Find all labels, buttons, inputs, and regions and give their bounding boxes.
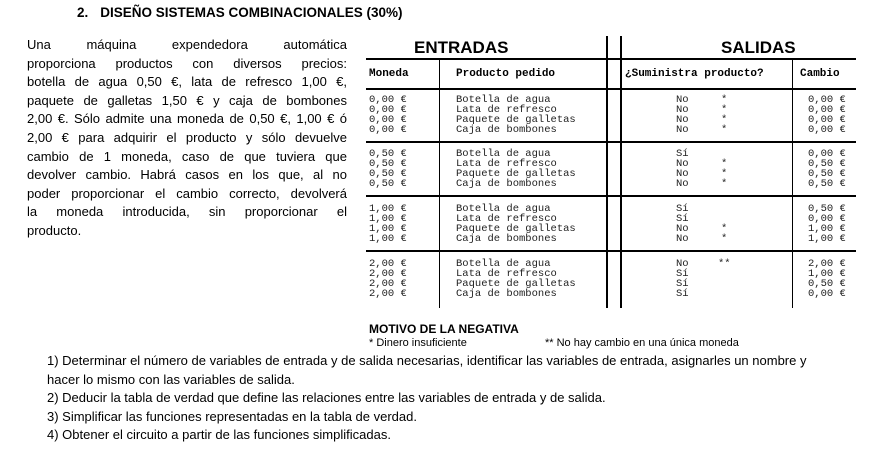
coin-cell: 1,00 € — [369, 223, 407, 235]
product-cell: Botella de agua — [456, 203, 551, 215]
task-line: hacer lo mismo con las variables de salida. — [47, 371, 295, 387]
product-cell: Lata de refresco — [456, 213, 557, 225]
change-cell: 0,00 € — [808, 124, 846, 136]
change-cell: 0,00 € — [808, 104, 846, 116]
coin-cell: 2,00 € — [369, 278, 407, 290]
reason-mark: ** — [718, 258, 731, 270]
change-cell: 0,00 € — [808, 114, 846, 126]
supply-cell: No — [676, 94, 689, 106]
coin-cell: 2,00 € — [369, 288, 407, 300]
col-header-product: Producto pedido — [456, 68, 556, 80]
problem-statement — [27, 36, 347, 241]
intro-line: proporciona productos con diversos precios: — [27, 55, 347, 71]
coin-cell: 0,50 € — [369, 178, 407, 190]
col-header-coin: Moneda — [369, 68, 409, 80]
supply-cell: No — [676, 104, 689, 116]
divider-line — [620, 36, 622, 308]
supply-cell: No — [676, 124, 689, 136]
section-heading — [77, 5, 415, 20]
change-cell: 0,00 € — [808, 94, 846, 106]
change-cell: 0,50 € — [808, 203, 846, 215]
product-cell: Botella de agua — [456, 258, 551, 270]
intro-line: la moneda introducida, sin proporcionar el — [27, 204, 347, 220]
coin-cell: 0,50 € — [369, 168, 407, 180]
reason-mark: * — [721, 94, 728, 106]
supply-cell: Sí — [676, 288, 689, 300]
coin-cell: 0,00 € — [369, 104, 407, 116]
supply-cell: Sí — [676, 268, 689, 280]
product-cell: Botella de agua — [456, 94, 551, 106]
product-cell: Paquete de galletas — [456, 168, 576, 180]
change-cell: 0,50 € — [808, 168, 846, 180]
col-separator — [439, 60, 440, 308]
task-line: 3) Simplificar las funciones representadas en la tabla de verdad. — [47, 408, 417, 424]
reason-mark: * — [721, 178, 728, 190]
change-cell: 0,00 € — [808, 213, 846, 225]
product-cell: Paquete de galletas — [456, 114, 576, 126]
product-cell: Lata de refresco — [456, 268, 557, 280]
reason-mark: * — [721, 114, 728, 126]
section-number: 2. — [77, 5, 89, 20]
product-cell: Caja de bombones — [456, 233, 557, 245]
reason-mark: * — [721, 104, 728, 116]
coin-cell: 2,00 € — [369, 258, 407, 270]
supply-cell: No — [676, 158, 689, 170]
col-header-change: Cambio — [800, 68, 840, 80]
coin-cell: 0,00 € — [369, 124, 407, 136]
section-title: DISEÑO SISTEMAS COMBINACIONALES (30%) — [100, 5, 403, 20]
product-cell: Botella de agua — [456, 148, 551, 160]
coin-cell: 2,00 € — [369, 268, 407, 280]
coin-cell: 0,00 € — [369, 94, 407, 106]
coin-cell: 1,00 € — [369, 213, 407, 225]
intro-line: Una máquina expendedora automática — [27, 37, 347, 52]
col-header-supply: ¿Suministra producto? — [625, 68, 764, 80]
col-separator — [792, 60, 793, 308]
inputs-header: ENTRADAS — [414, 38, 509, 57]
intro-line: devolver cambio. Habrá casos en los que, al no — [27, 167, 347, 183]
task-line: 4) Obtener el circuito a partir de las funciones simplificadas. — [47, 427, 391, 442]
reason-mark: * — [721, 168, 728, 180]
change-cell: 0,50 € — [808, 158, 846, 170]
vending-table — [366, 36, 856, 308]
supply-cell: No — [676, 114, 689, 126]
divider-line — [606, 36, 608, 308]
intro-line: producto. — [27, 222, 82, 238]
change-cell: 0,00 € — [808, 148, 846, 160]
note-insufficient-money: * Dinero insuficiente — [369, 337, 467, 349]
change-cell: 1,00 € — [808, 233, 846, 245]
supply-cell: Sí — [676, 213, 689, 225]
intro-line: 2,00 €. Sólo admite una moneda de 0,50 €, 1,00 € ó — [27, 111, 347, 127]
coin-cell: 0,50 € — [369, 148, 407, 160]
supply-cell: No — [676, 223, 689, 235]
supply-cell: No — [676, 168, 689, 180]
intro-line: paquete de galletas 1,50 € y caja de bombones — [27, 92, 347, 108]
task-line: 2) Deducir la tabla de verdad que define las relaciones entre las variables de entrada y de salida. — [47, 390, 606, 405]
supply-cell: Sí — [676, 148, 689, 160]
change-cell: 1,00 € — [808, 223, 846, 235]
reason-mark: * — [721, 124, 728, 136]
product-cell: Caja de bombones — [456, 124, 557, 136]
coin-cell: 0,00 € — [369, 114, 407, 126]
coin-cell: 1,00 € — [369, 233, 407, 245]
intro-line: cambio de 1 moneda, caso de que tuviera que — [27, 148, 347, 164]
change-cell: 2,00 € — [808, 258, 846, 270]
change-cell: 0,50 € — [808, 278, 846, 290]
note-no-change: ** No hay cambio en una única moneda — [545, 337, 739, 349]
product-cell: Lata de refresco — [456, 104, 557, 116]
coin-cell: 0,50 € — [369, 158, 407, 170]
reason-mark: * — [721, 158, 728, 170]
product-cell: Paquete de galletas — [456, 278, 576, 290]
supply-cell: Sí — [676, 278, 689, 290]
refusal-reason-title: MOTIVO DE LA NEGATIVA — [369, 322, 519, 336]
product-cell: Lata de refresco — [456, 158, 557, 170]
reason-mark: * — [721, 223, 728, 235]
supply-cell: No — [676, 178, 689, 190]
intro-line: botella de agua 0,50 €, lata de refresco 1,00 €, — [27, 74, 347, 90]
intro-line: poder proporcionar el cambio correcto, devolverá — [27, 185, 347, 201]
reason-mark: * — [721, 233, 728, 245]
supply-cell: No — [676, 258, 689, 270]
intro-line: 2,00 € para adquirir el producto y sólo devuelve — [27, 129, 347, 145]
task-line: 1) Determinar el número de variables de entrada y de salida necesarias, identificar las variables de entrada, asignarles un nombre y — [47, 353, 807, 368]
change-cell: 0,00 € — [808, 288, 846, 300]
change-cell: 1,00 € — [808, 268, 846, 280]
outputs-header: SALIDAS — [721, 38, 796, 57]
product-cell: Caja de bombones — [456, 178, 557, 190]
product-cell: Paquete de galletas — [456, 223, 576, 235]
change-cell: 0,50 € — [808, 178, 846, 190]
supply-cell: Sí — [676, 203, 689, 215]
task-list — [47, 352, 877, 445]
product-cell: Caja de bombones — [456, 288, 557, 300]
coin-cell: 1,00 € — [369, 203, 407, 215]
supply-cell: No — [676, 233, 689, 245]
